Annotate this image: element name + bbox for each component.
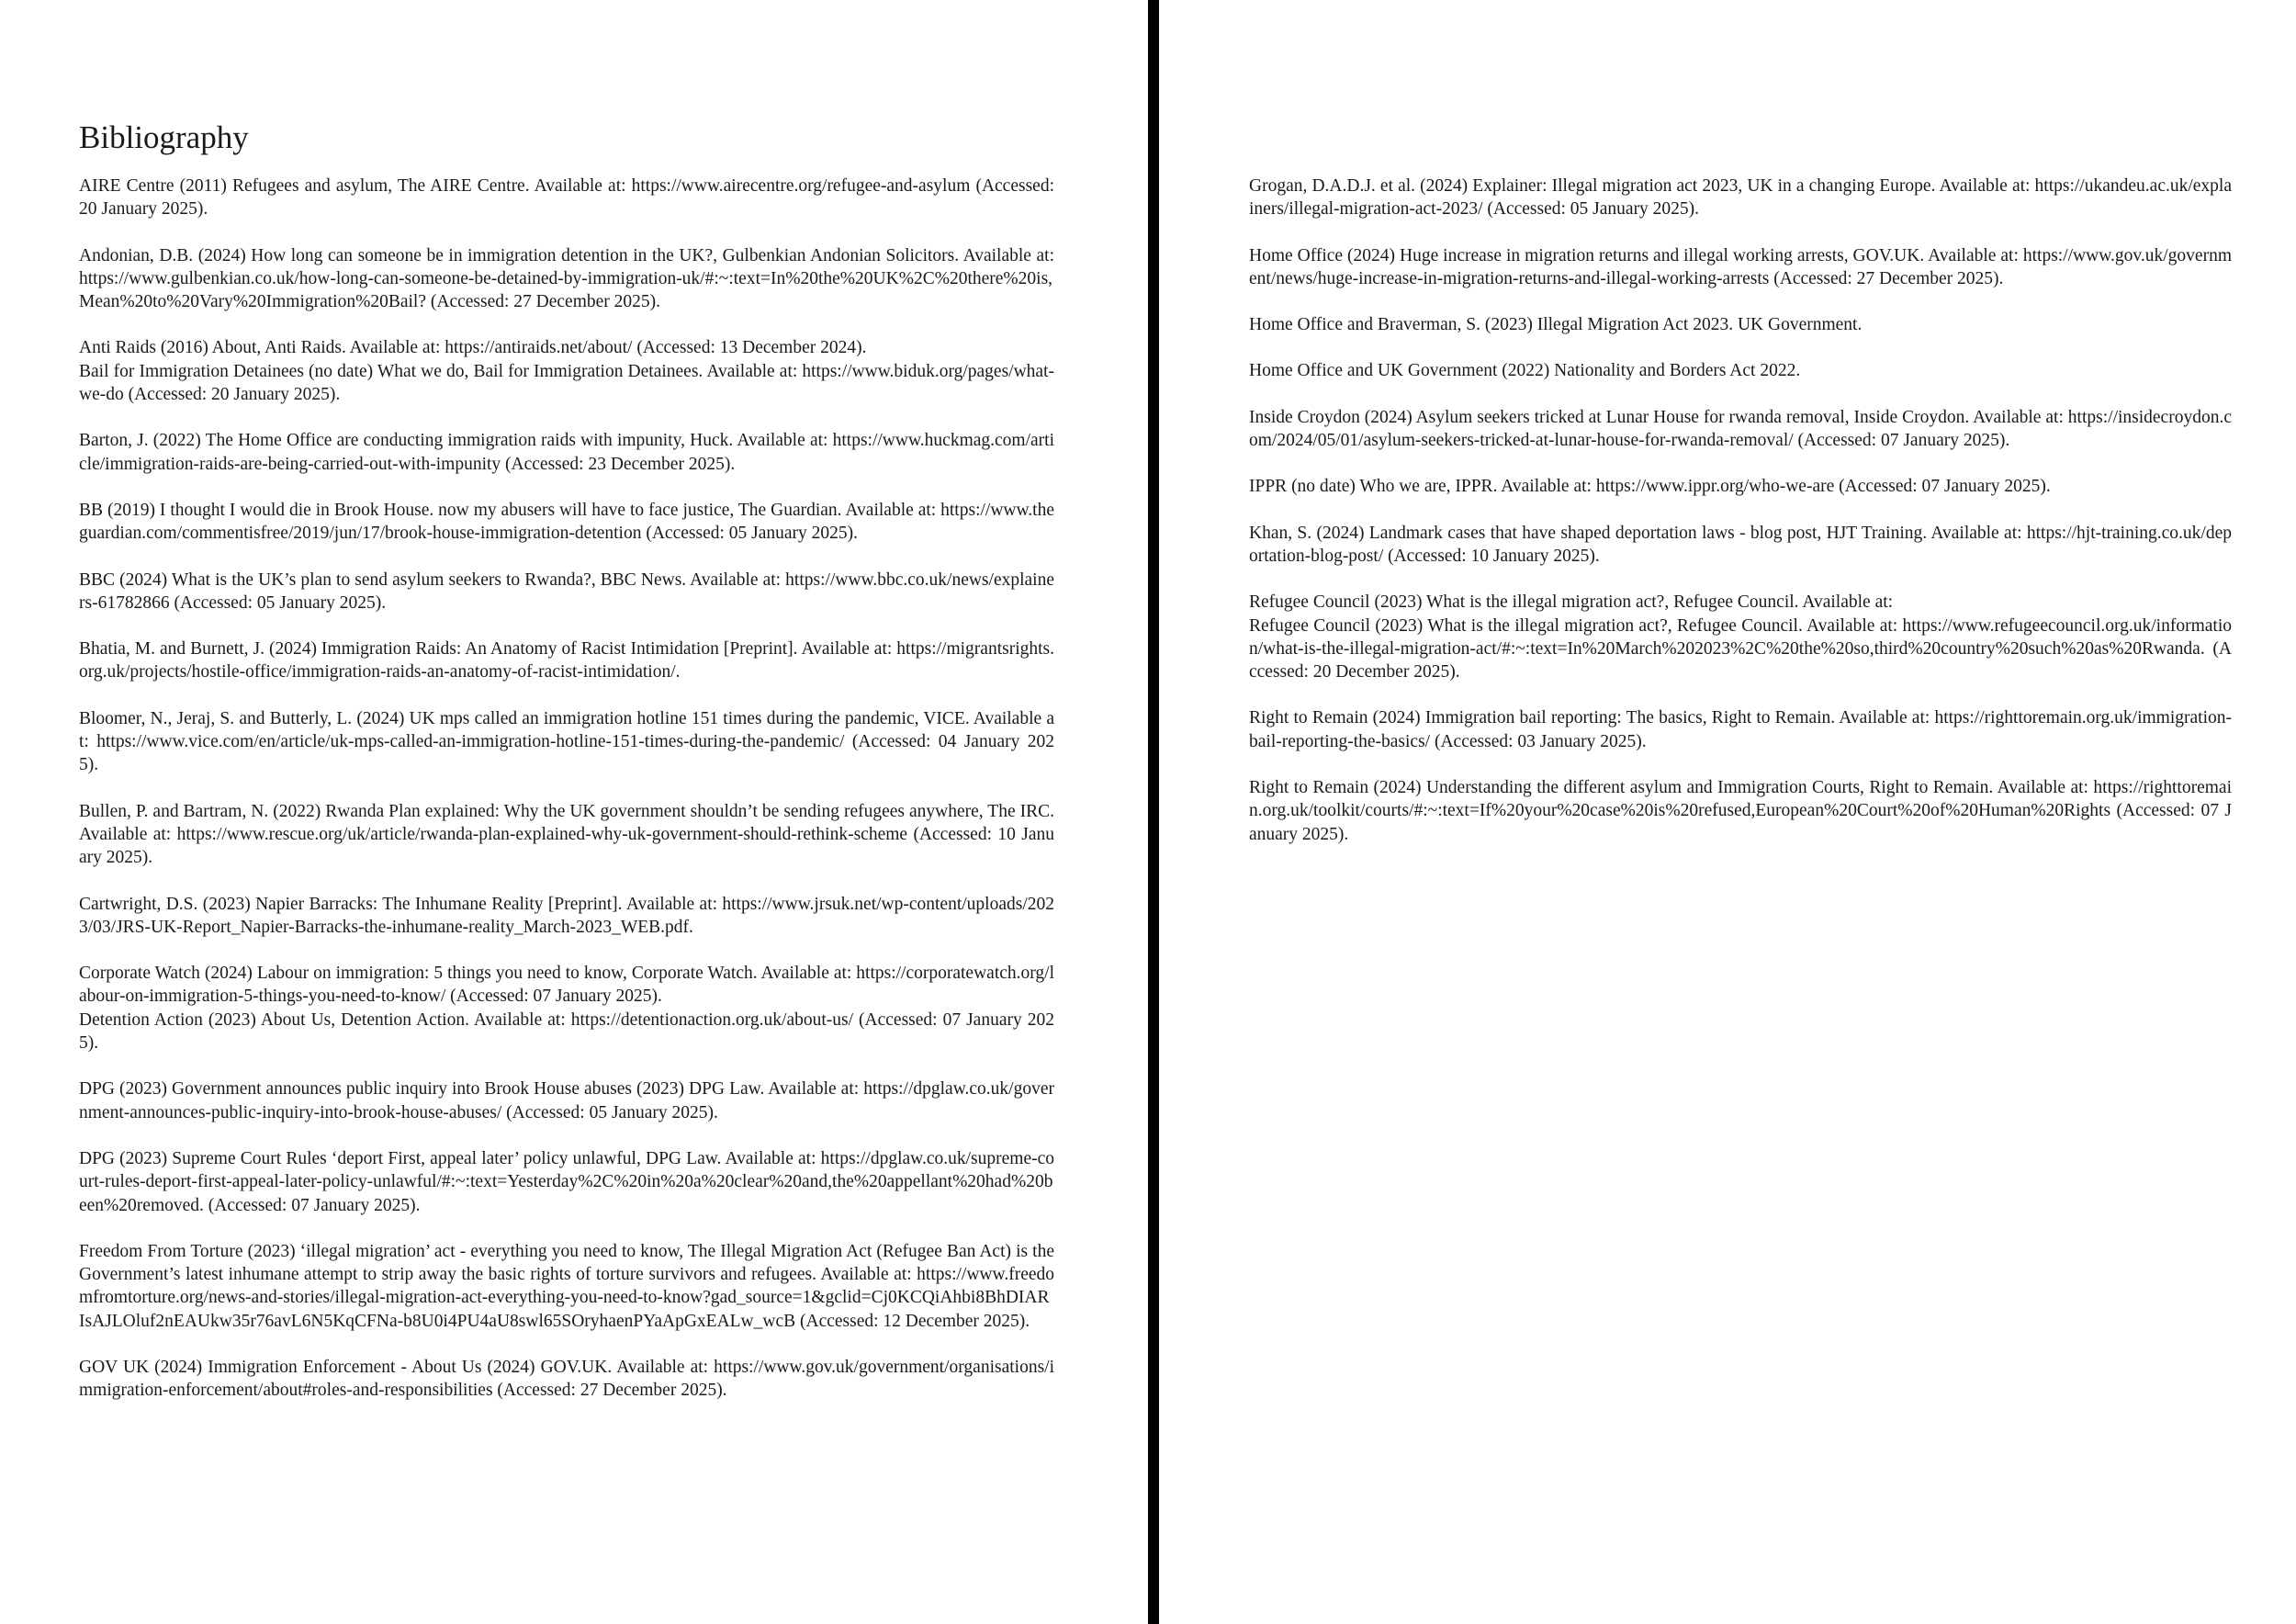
bibliography-entry: Home Office (2024) Huge increase in migration returns and illegal working arrests, GOV.UK. Available at: https://www.gov.uk/government/news/huge-increase-in-migration-returns-and-illegal-working-arrests (Accessed: 27 December 2025). — [1249, 245, 2232, 288]
bibliography-entry: Corporate Watch (2024) Labour on immigration: 5 things you need to know, Corporate Watch. Available at: https://corporatewatch.org/labour-on-immigration-5-things-you-need-to-know/ (Accessed: 07 January 2025). — [79, 964, 1054, 1007]
bibliography-entry: Bloomer, N., Jeraj, S. and Butterly, L. (2024) UK mps called an immigration hotline 151 times during the pandemic, VICE. Available at: https://www.vice.com/en/article/uk-mps-called-an-immigration-hotline-151-times-during-the-pandemic/ (Accessed: 04 January 2025). — [79, 708, 1054, 775]
bibliography-entry: Anti Raids (2016) About, Anti Raids. Available at: https://antiraids.net/about/ (Accessed: 13 December 2024). — [79, 338, 867, 358]
bibliography-entry: DPG (2023) Supreme Court Rules ‘deport First, appeal later’ policy unlawful, DPG Law. Available at: https://dpglaw.co.uk/supreme-court-rules-deport-first-appeal-later-policy-unlawful/#:~:text=Yesterday%2C%20in%20a%20clear%20and,the%20appellant%20had%20been%20removed. (Accessed: 07 January 2025). — [79, 1148, 1054, 1215]
page-title: Bibliography — [79, 119, 249, 155]
bibliography-entry: Bail for Immigration Detainees (no date) What we do, Bail for Immigration Detainees. Available at: https://www.biduk.org/pages/what-we-do (Accessed: 20 January 2025). — [79, 361, 1054, 405]
bibliography-entry: IPPR (no date) Who we are, IPPR. Available at: https://www.ippr.org/who-we-are (Accessed: 07 January 2025). — [1249, 477, 2051, 497]
bibliography-entry: Right to Remain (2024) Understanding the different asylum and Immigration Courts, Right to Remain. Available at: https://righttoremain.org.uk/toolkit/courts/#:~:text=If%20your%20case%20is%20refused,European%20Court%20of%20Human%20Rights (Accessed: 07 January 2025). — [1249, 778, 2232, 844]
bibliography-entry: Cartwright, D.S. (2023) Napier Barracks: The Inhumane Reality [Preprint]. Available at: https://www.jrsuk.net/wp-content/uploads/2023/03/JRS-UK-Report_Napier-Barracks-the-inhumane-reality_March-2023_WEB.pdf. — [79, 894, 1054, 937]
bibliography-entry: Barton, J. (2022) The Home Office are conducting immigration raids with impunity, Huck. Available at: https://www.huckmag.com/article/immigration-raids-are-being-carried-out-with-impunity (Accessed: 23 December 2025). — [79, 431, 1054, 474]
bibliography-entry: Detention Action (2023) About Us, Detention Action. Available at: https://detentionaction.org.uk/about-us/ (Accessed: 07 January 2025). — [79, 1009, 1054, 1054]
bibliography-entry: GOV UK (2024) Immigration Enforcement - About Us (2024) GOV.UK. Available at: https://www.gov.uk/government/organisations/immigration-enforcement/about#roles-and-responsibilities (Accessed: 27 December 2025). — [79, 1357, 1054, 1401]
page-divider — [1148, 0, 1159, 1624]
bibliography-entry: Home Office and Braverman, S. (2023) Illegal Migration Act 2023. UK Government. — [1249, 315, 1863, 335]
bibliography-entry: Inside Croydon (2024) Asylum seekers tricked at Lunar House for rwanda removal, Inside Croydon. Available at: https://insidecroydon.com/2024/05/01/asylum-seekers-tricked-at-lunar-house-for-rwanda-removal/ (Accessed: 07 January 2025). — [1249, 407, 2232, 451]
right-page — [1159, 0, 2296, 1624]
bibliography-entry: Refugee Council (2023) What is the illegal migration act?, Refugee Council. Available at: — [1249, 592, 1894, 613]
bibliography-entry: Grogan, D.A.D.J. et al. (2024) Explainer: Illegal migration act 2023, UK in a changing Europe. Available at: https://ukandeu.ac.uk/explainers/illegal-migration-act-2023/ (Accessed: 05 January 2025). — [1249, 176, 2232, 220]
bibliography-entry: Bhatia, M. and Burnett, J. (2024) Immigration Raids: An Anatomy of Racist Intimidation [Preprint]. Available at: https://migrantsrights.org.uk/projects/hostile-office/immigration-raids-an-anatomy-of-racist-intimidation/. — [79, 639, 1054, 682]
bibliography-entry: Bullen, P. and Bartram, N. (2022) Rwanda Plan explained: Why the UK government shouldn’t be sending refugees anywhere, The IRC. Available at: https://www.rescue.org/uk/article/rwanda-plan-explained-why-uk-government-should-rethink-scheme (Accessed: 10 January 2025). — [79, 801, 1054, 868]
bibliography-entry: Khan, S. (2024) Landmark cases that have shaped deportation laws - blog post, HJT Training. Available at: https://hjt-training.co.uk/deportation-blog-post/ (Accessed: 10 January 2025). — [1249, 523, 2232, 566]
bibliography-entry: BBC (2024) What is the UK’s plan to send asylum seekers to Rwanda?, BBC News. Available at: https://www.bbc.co.uk/news/explainers-61782866 (Accessed: 05 January 2025). — [79, 570, 1054, 613]
bibliography-entry: Freedom From Torture (2023) ‘illegal migration’ act - everything you need to know, The Illegal Migration Act (Refugee Ban Act) is the Government’s latest inhumane attempt to strip away the basic rights of torture survivors and refugees. Available at: https://www.freedomfromtorture.org/news-and-stories/illegal-migration-act-everything-you-need-to-know?gad_source=1&gclid=Cj0KCQiAhbi8BhDIARIsAJLOluf2nEAUkw35r76avL6N5KqCFNa-b8U0i4PU4aU8swl65SOryhaenPYaApGxEALw_wcB (Accessed: 12 December 2025). — [79, 1241, 1054, 1331]
bibliography-entry: Andonian, D.B. (2024) How long can someone be in immigration detention in the UK?, Gulbenkian Andonian Solicitors. Available at: https://www.gulbenkian.co.uk/how-long-can-someone-be-detained-by-immigration-uk/#:~:text=In%20the%20UK%2C%20there%20is,Mean%20to%20Vary%20Immigration%20Bail? (Accessed: 27 December 2025). — [79, 245, 1054, 312]
bibliography-entry: DPG (2023) Government announces public inquiry into Brook House abuses (2023) DPG Law. Available at: https://dpglaw.co.uk/government-announces-public-inquiry-into-brook-house-abuses/ (Accessed: 05 January 2025). — [79, 1079, 1054, 1122]
bibliography-entry: AIRE Centre (2011) Refugees and asylum, The AIRE Centre. Available at: https://www.airecentre.org/refugee-and-asylum (Accessed: 20 January 2025). — [79, 176, 1054, 220]
bibliography-entry: Right to Remain (2024) Immigration bail reporting: The basics, Right to Remain. Available at: https://righttoremain.org.uk/immigration-bail-reporting-the-basics/ (Accessed: 03 January 2025). — [1249, 708, 2232, 751]
bibliography-entry: Refugee Council (2023) What is the illegal migration act?, Refugee Council. Available at: https://www.refugeecouncil.org.uk/information/what-is-the-illegal-migration-act/#:~:text=In%20March%202023%2C%20the%20so,third%20country%20such%20as%20Rwanda. (Accessed: 20 December 2025). — [1249, 615, 2232, 682]
bibliography-entry: BB (2019) I thought I would die in Brook House. now my abusers will have to face justice, The Guardian. Available at: https://www.theguardian.com/commentisfree/2019/jun/17/brook-house-immigration-detention (Accessed: 05 January 2025). — [79, 500, 1054, 544]
bibliography-entry: Home Office and UK Government (2022) Nationality and Borders Act 2022. — [1249, 361, 1801, 381]
